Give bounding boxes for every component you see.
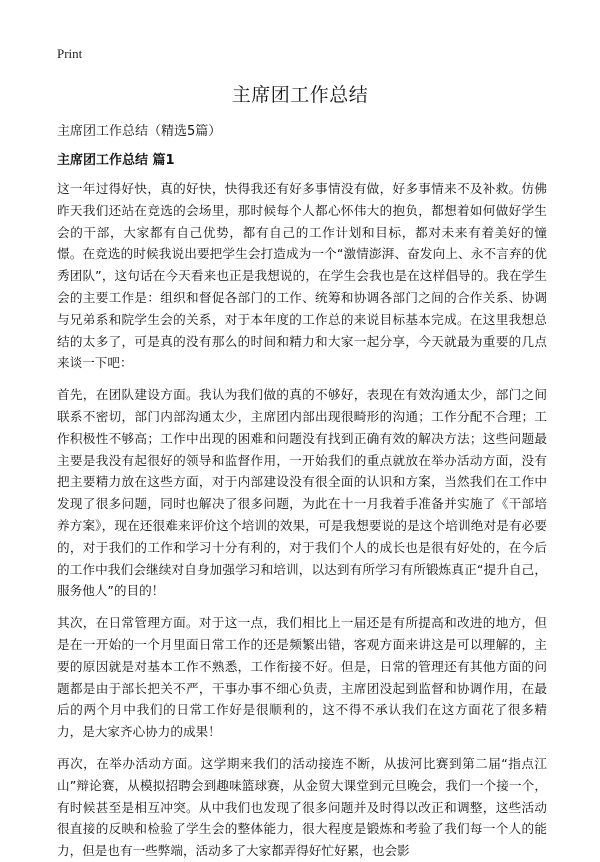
document-body	[57, 178, 547, 862]
paragraph-daily-management: 其次，在日常管理方面。对于这一点，我们相比上一届还是有所提高和改进的地方，但是在一开始的一个月里面日常工作的还是频繁出错，客观方面来讲这是可以理解的，主要的原因就是对基本工作不熟悉，工作衔接不好。但是，日常的管理还有其他方面的问题都是由于部长把关不严，干事办事不细心负责，主席团没起到监督和协调作用，在最后的两个月中我们的日常工作好是很顺利的，这不得不承认我们在这方面花了很多精力，是大家齐心协力的成果！	[57, 615, 547, 740]
paragraph-activities: 再次，在举办活动方面。这学期来我们的活动接连不断，从拔河比赛到第二届“指点江山”辩论赛，从模拟招聘会到趣味篮球赛，从金贸大课堂到元旦晚会，我们一个接一个，有时候甚至是相互冲突。从中我们也发现了很多问题并及时得以改正和调整，这些活动很直接的反映和检验了学生会的整体能力，很大程度是锻炼和考验了我们每一个人的能力，但是也有一些弊端，活动多了大家都弄得好忙好累，也会影	[57, 755, 547, 859]
paragraph-team-building: 首先，在团队建设方面。我认为我们做的真的不够好，表现在有效沟通太少，部门之间联系不密切，部门内部沟通太少，主席团内部出现很畸形的沟通；工作分配不合理；工作积极性不够高；工作中出现的困难和问题没有找到正确有效的解决方法；这些问题最主要是我没有起很好的领导和监督作用，一开始我们的重点就放在举办活动方面，没有把主要精力放在这些方面，对于内部建设没有很全面的认识和方案，当然我们在工作中发现了很多问题，同时也解决了很多问题，为此在十一月我着手准备并实施了《干部培养方案》，现在还很难来评价这个培训的效果，可是我想要说的是这个培训绝对是有必要的，对于我们的工作和学习十分有利的，对于我们个人的成长也是很有好处的，在今后的工作中我们会继续对自身加强学习和培训，以达到有所学习有所锻炼真正“提升自己，服务他人”的目的！	[57, 387, 547, 599]
document-subtitle: 主席团工作总结（精选5篇）	[57, 124, 222, 139]
section-heading: 主席团工作总结 篇1	[57, 153, 175, 168]
paragraph-intro: 这一年过得好快，真的好快，快得我还有好多事情没有做，好多事情来不及补救。仿佛昨天我们还站在竞选的会场里，那时候每个人都心怀伟大的抱负，都想着如何做好学生会的干部，大家都有自己优势，都有自己的工作计划和目标，都对未来有着美好的憧憬。在竞选的时候我说出要把学生会打造成为一个“激情澎湃、奋发向上、永不言弃的优秀团队”，这句话在今天看来也正是我想说的，在学生会我也是在这样倡导的。我在学生会的主要工作是：组织和督促各部门的工作、统筹和协调各部门之间的合作关系、协调与兄弟系和院学生会的关系，对于本年度的工作总的来说目标基本完成。在这里我想总结的太多了，可是真的没有那么的时间和精力和大家一起分享，今天就最为重要的几点来谈一下吧：	[57, 181, 547, 371]
page-title: 主席团工作总结	[231, 84, 369, 106]
print-link[interactable]: Print	[57, 46, 83, 61]
